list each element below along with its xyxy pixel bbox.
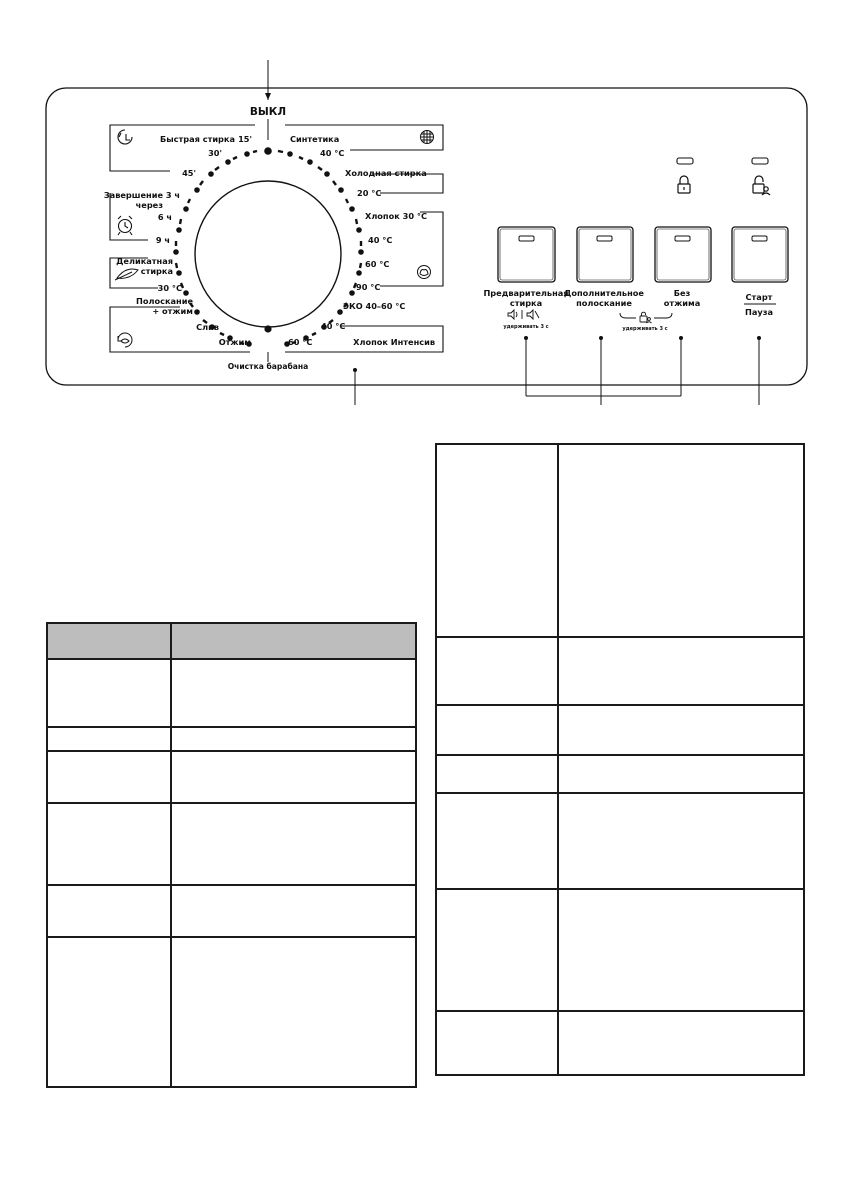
table-row [47,885,416,937]
table-cell [436,705,558,755]
child-lock-indicator-led [752,158,768,164]
label-spin: Отжим [218,337,251,347]
extra-rinse-label-2: полоскание [576,298,632,308]
label-delicate-2: стирка [140,266,173,276]
label-intense-40: 40 °C [321,321,346,331]
label-intense-60: 60 °C [288,337,313,347]
label-finish-via: через [135,200,163,210]
table-cell [171,659,416,727]
label-finish: Завершение [103,190,163,200]
child-lock-combo-brace [620,313,672,318]
lock-icon [678,176,690,193]
no-spin-button[interactable] [655,227,711,282]
table-cell [436,444,558,637]
label-rinse-1: Полоскание [136,296,193,306]
table-cell [558,1011,804,1075]
rinse-spin-icon [118,333,132,347]
table-cell [47,803,171,885]
label-eco: ЭКО 40–60 °C [343,301,406,311]
label-quick-30: 30' [208,148,222,158]
label-delicate-30: 30 °C [157,283,182,293]
table-cell [171,803,416,885]
label-finish-6h: 6 ч [157,212,172,222]
pause-label: Пауза [745,307,773,317]
dial-dashes [176,151,361,344]
off-label: ВЫКЛ [249,106,287,118]
table-row [436,637,804,705]
table-row [47,751,416,803]
prewash-button[interactable] [498,227,555,282]
program-dial[interactable] [195,181,341,327]
table-row [47,727,416,751]
label-drain: Слив [196,322,219,332]
synthetics-icon [421,131,434,144]
no-spin-label-1: Без [673,288,691,298]
table-cell [436,755,558,793]
table-cell [47,623,171,659]
label-cold-wash: Холодная стирка [345,168,427,178]
table-row [436,705,804,755]
dial-dots [173,147,364,347]
start-label: Старт [745,292,773,302]
sound-off-icon [527,310,539,319]
table-cell [47,727,171,751]
left-description-table [46,622,417,1088]
label-synthetics: Синтетика [290,134,340,144]
prewash-label-1: Предварительная [483,288,569,298]
table-header-row [47,623,416,659]
label-quick-15: 15' [238,134,252,144]
table-row [436,1011,804,1075]
table-row [47,937,416,1087]
label-cotton-60: 60 °C [365,259,390,269]
label-cotton: Хлопок 30 °C [365,211,427,221]
table-row [436,793,804,889]
label-cotton-40: 40 °C [368,235,393,245]
control-panel-diagram [0,0,850,420]
table-row [436,755,804,793]
table-row [47,659,416,727]
sound-on-icon [508,310,517,319]
table-cell [171,937,416,1087]
table-cell [171,727,416,751]
label-intense: Хлопок Интенсив [353,337,435,347]
table-cell [558,444,804,637]
label-finish-9h: 9 ч [155,235,170,245]
right-description-table [435,443,805,1076]
start-pause-button[interactable] [732,227,788,282]
off-pointer-arrow [265,93,271,100]
table-cell [171,623,416,659]
table-cell [47,659,171,727]
quick-wash-icon [118,130,132,144]
table-cell [47,751,171,803]
prewash-label-2: стирка [509,298,543,308]
table-cell [558,705,804,755]
callout-lines [355,338,759,405]
alarm-clock-icon [118,216,132,235]
table-row [436,444,804,637]
table-cell [436,637,558,705]
label-delicate-1: Деликатная [116,256,173,266]
label-cotton-90: 90 °C [356,282,381,292]
feather-icon [115,269,138,280]
table-cell [558,793,804,889]
lock-indicator-led [677,158,693,164]
table-cell [436,889,558,1011]
no-spin-label-2: отжима [663,298,701,308]
child-lock-small-icon [640,312,652,323]
cotton-icon [418,266,431,279]
label-quick-wash: Быстрая стирка [159,134,235,144]
table-cell [558,637,804,705]
extra-rinse-button[interactable] [577,227,633,282]
drum-clean-label: Очистка барабана [227,362,309,371]
table-cell [171,751,416,803]
table-cell [436,793,558,889]
table-row [436,889,804,1011]
lock-hold-label: удерживать 3 с [622,326,668,332]
child-lock-icon [753,176,770,195]
label-rinse-2: + отжим [152,306,193,316]
label-quick-45: 45' [182,168,196,178]
extra-rinse-label-1: Дополнительное [564,288,644,298]
label-finish-3h: 3 ч [165,190,180,200]
label-synthetics-40: 40 °C [320,148,345,158]
table-row [47,803,416,885]
table-cell [436,1011,558,1075]
prewash-hold-label: удерживать 3 с [503,324,549,330]
label-cold-20: 20 °C [357,188,382,198]
table-cell [47,885,171,937]
table-cell [558,889,804,1011]
table-cell [558,755,804,793]
table-cell [47,937,171,1087]
table-cell [171,885,416,937]
